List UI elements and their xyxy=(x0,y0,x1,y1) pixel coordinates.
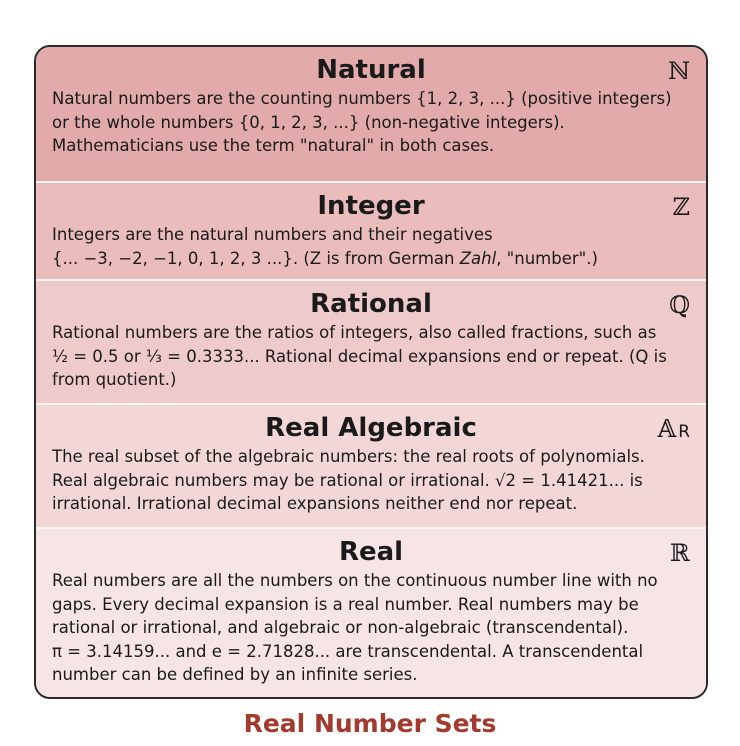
integer-set-symbol: ℤ xyxy=(672,193,690,221)
text-line: or the whole numbers {0, 1, 2, 3, ...} (non-negative integers). xyxy=(52,112,565,132)
section-natural xyxy=(36,47,706,181)
natural-set-symbol: ℕ xyxy=(668,57,690,85)
real-set-symbol: ℝ xyxy=(670,539,690,567)
text-line: Mathematicians use the term "natural" in both cases. xyxy=(52,136,495,155)
section-real-algebraic xyxy=(36,403,706,527)
text-line: gaps. Every decimal expansion is a real number. Real numbers may be xyxy=(52,594,639,614)
section-rational xyxy=(36,279,706,403)
section-real xyxy=(36,527,706,699)
text-line: irrational. Irrational decimal expansions neither end nor repeat. xyxy=(52,494,578,513)
rational-set-symbol: ℚ xyxy=(669,291,690,319)
text-line: number can be defined by an infinite series. xyxy=(52,665,418,684)
text-line: rational or irrational, and algebraic or non-algebraic (transcendental). xyxy=(52,618,629,637)
text-line: The real subset of the algebraic numbers: the real roots of polynomials. xyxy=(52,447,645,466)
text-segment: , "number".) xyxy=(496,248,598,268)
section-text-natural xyxy=(52,87,690,158)
text-line: Natural numbers are the counting numbers {1, 2, 3, ...} (positive integers) xyxy=(52,89,672,108)
algebraic-symbol-glyph: 𝔸 xyxy=(657,415,677,443)
section-text-real xyxy=(52,569,690,687)
section-text-integer xyxy=(52,223,690,270)
section-integer xyxy=(36,181,706,279)
text-line: Integers are the natural numbers and their negatives xyxy=(52,225,493,244)
text-line: ½ = 0.5 or ⅓ = 0.3333... Rational decimal expansions end or repeat. (Q is xyxy=(52,346,667,366)
text-segment-italic: Zahl xyxy=(459,248,497,268)
section-title-natural: Natural xyxy=(316,55,426,85)
figure-caption: Real Number Sets xyxy=(243,709,497,738)
section-text-real-algebraic xyxy=(52,445,690,516)
text-segment: {... −3, −2, −1, 0, 1, 2, 3 ...}. (Z is from German xyxy=(52,248,460,268)
section-title-rational: Rational xyxy=(310,289,432,319)
section-title-real-algebraic: Real Algebraic xyxy=(265,413,477,443)
text-line: π = 3.14159... and e = 2.71828... are transcendental. A transcendental xyxy=(52,641,644,661)
text-line: Real numbers are all the numbers on the continuous number line with no xyxy=(52,571,658,590)
text-line: Rational numbers are the ratios of integers, also called fractions, such as xyxy=(52,323,657,342)
algebraic-symbol-subscript: R xyxy=(678,422,690,442)
section-title-integer: Integer xyxy=(317,191,425,221)
section-title-real: Real xyxy=(338,537,404,567)
text-line: from quotient.) xyxy=(52,370,177,389)
algebraic-set-symbol xyxy=(658,414,690,447)
text-line xyxy=(52,247,690,271)
section-text-rational xyxy=(52,321,690,392)
text-line: Real algebraic numbers may be rational or irrational. √2 = 1.41421... is xyxy=(52,470,643,490)
number-sets-card xyxy=(34,45,708,699)
